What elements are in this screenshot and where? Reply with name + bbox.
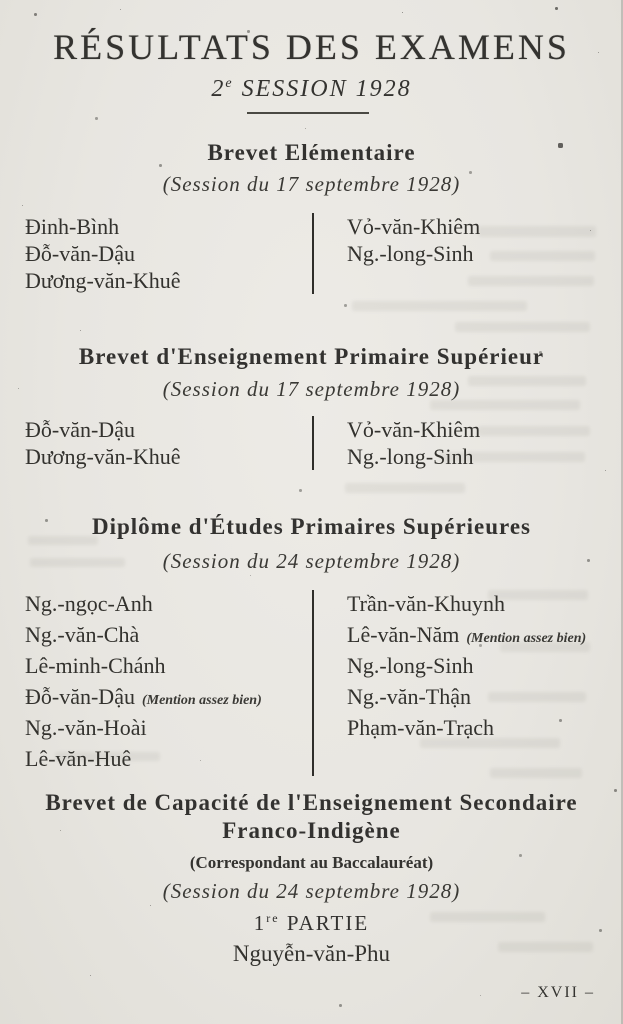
section-session-date: (Session du 24 septembre 1928) [162, 879, 461, 903]
candidate-name: Đỗ-văn-Dậu [25, 417, 135, 442]
candidate-name: Ng.-long-Sinh [347, 444, 474, 469]
name-columns [0, 416, 600, 470]
candidate-name: Vỏ-văn-Khiêm [347, 417, 481, 442]
candidate-name: Dương-văn-Khuê [25, 268, 181, 293]
section-heading-brevet-capacite-line1: Brevet de Capacité de l'Enseignement Secondaire [45, 790, 578, 815]
candidate-name: Vỏ-văn-Khiêm [347, 214, 481, 239]
subtitle-text: SESSION 1928 [233, 76, 412, 102]
correspondant-note: (Correspondant au Baccalauréat) [189, 853, 434, 872]
section-heading-brevet-elementaire: Brevet Elémentaire [207, 140, 416, 165]
candidate-name: Dương-văn-Khuê [25, 444, 181, 469]
name-list-right [314, 416, 480, 470]
name-list-left [0, 590, 312, 776]
title-divider-rule [247, 112, 369, 114]
candidate-name: Ng.-long-Sinh [347, 241, 474, 266]
candidate-name: Ng.-văn-Hoài [25, 715, 147, 740]
candidate-name: Lê-văn-Năm (Mention assez bien) [347, 622, 587, 647]
section-heading-brevet-capacite-line2: Franco-Indigène [222, 818, 401, 843]
bleed-through-smudge [345, 483, 465, 493]
candidate-name: Lê-văn-Huê [25, 746, 132, 771]
candidate-name: Lê-minh-Chánh [25, 653, 166, 678]
candidate-name: Đinh-Bình [25, 214, 120, 239]
name-list-right [314, 213, 480, 294]
page-subtitle [0, 76, 623, 103]
candidate-name: Phạm-văn-Trạch [347, 715, 495, 740]
candidate-name: Đỗ-văn-Dậu (Mention assez bien) [25, 684, 262, 709]
part-label: 1re PARTIE [253, 911, 370, 935]
name-list-left [0, 213, 312, 294]
candidate-name: Ng.-ngọc-Anh [25, 591, 153, 616]
section-heading-brevet-primaire-superieur: Brevet d'Enseignement Primaire Supérieur [78, 344, 545, 369]
page-title: RÉSULTATS DES EXAMENS [53, 27, 570, 67]
section-heading-diplome-etudes-primaires: Diplôme d'Études Primaires Supérieures [91, 514, 531, 539]
section-session-date: (Session du 24 septembre 1928) [162, 549, 461, 573]
candidate-name: Nguyễn-văn-Phu [232, 941, 391, 966]
section-session-date: (Session du 17 septembre 1928) [162, 172, 461, 196]
candidate-name: Ng.-long-Sinh [347, 653, 474, 678]
name-list-left [0, 416, 312, 470]
mention-note: (Mention assez bien) [141, 693, 262, 708]
candidate-name: Trần-văn-Khuynh [347, 591, 506, 616]
scan-speckles [0, 0, 1, 1]
bleed-through-smudge [455, 322, 590, 332]
page-number: – XVII – [521, 984, 595, 1001]
candidate-name: Ng.-văn-Chà [25, 622, 140, 647]
bleed-through-smudge [352, 301, 527, 311]
subtitle-ordinal: e [225, 76, 234, 91]
subtitle-number: 2 [211, 76, 226, 102]
name-list-right [314, 590, 586, 776]
mention-note: (Mention assez bien) [466, 631, 587, 646]
name-columns [0, 213, 600, 294]
section-session-date: (Session du 17 septembre 1928) [162, 377, 461, 401]
candidate-name: Đỗ-văn-Dậu [25, 241, 135, 266]
name-columns [0, 590, 600, 776]
candidate-name: Ng.-văn-Thận [347, 684, 472, 709]
